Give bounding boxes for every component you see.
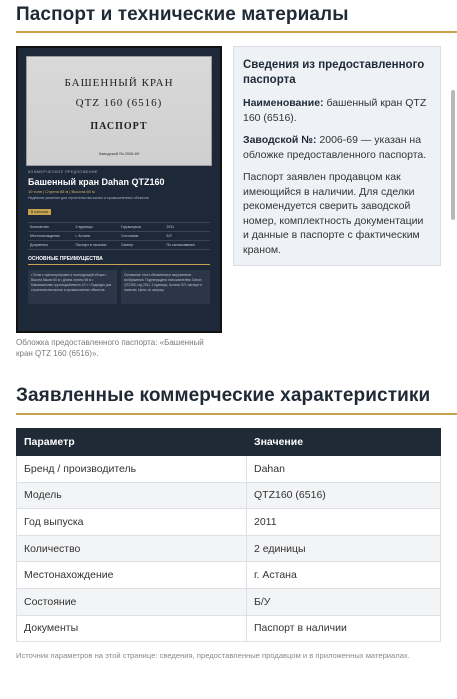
cover-offer <box>28 170 210 304</box>
cover-cell: 2011 <box>166 225 175 229</box>
cover-subtitle: 10 тонн | Стрела 65 м | Высота 60 м <box>28 189 95 194</box>
column-header-value: Значение <box>247 429 441 456</box>
info-serial-label: Заводской №: <box>243 134 317 146</box>
cover-row <box>28 241 210 250</box>
specs-table <box>16 428 441 642</box>
info-name <box>243 96 431 125</box>
cover-cell: Б/У <box>166 234 172 238</box>
section-divider <box>16 413 457 415</box>
table-header-row <box>17 429 441 456</box>
param-cell: Бренд / производитель <box>17 456 247 483</box>
cover-cell: Год выпуска <box>121 225 141 229</box>
info-name-value: башенный кран QTZ 160 (6516). <box>243 97 427 124</box>
cover-line-1: БАШЕННЫЙ КРАН <box>64 77 174 89</box>
passport-cover-figure <box>16 46 222 359</box>
passport-cover-image[interactable] <box>16 46 222 333</box>
cover-table <box>28 222 210 250</box>
param-cell: Местонахождение <box>17 562 247 589</box>
table-row <box>17 562 441 589</box>
column-header-parameter: Параметр <box>17 429 247 456</box>
info-serial-value: 2006-69 — указан на обложке предоставленного паспорта. <box>243 134 427 161</box>
cover-cell: 2 единицы <box>75 225 93 229</box>
value-cell: Б/У <box>247 588 441 615</box>
info-serial <box>243 133 431 162</box>
cover-row <box>28 232 210 241</box>
table-row <box>17 615 441 642</box>
figure-caption: Обложка предоставленного паспорта: «Башенный кран QTZ 160 (6516)». <box>16 338 204 358</box>
cover-advantages-title: ОСНОВНЫЕ ПРЕИМУЩЕСТВА <box>28 256 210 265</box>
section-divider <box>16 31 457 33</box>
cover-badge: В наличии <box>28 209 51 215</box>
cover-photo <box>26 56 212 166</box>
table-row <box>17 535 441 562</box>
cover-title: Башенный кран Dahan QTZ160 <box>28 177 165 187</box>
cover-basis-box: Основание: текст объявления и загруженные изображения. Подтверждено пользователем: Dahan QTZ160, год 2011, 2 единицы, Астана, Б/У, паспорт в наличии. Цена: по запросу. <box>121 270 210 304</box>
cover-cell: Состояние <box>121 234 139 238</box>
cover-advantage-box: • Готов к транспортировке и последующей сборке • Высота башни 60 м • Длина стрелы 65 м • Максимальная грузоподъёмность 10 т • Подходит для строительства жилых и промышленных объектов <box>28 270 117 304</box>
table-row <box>17 456 441 483</box>
section-title-passport: Паспорт и технические материалы <box>16 4 349 25</box>
cover-kicker: КОММЕРЧЕСКОЕ ПРЕДЛОЖЕНИЕ <box>28 170 98 174</box>
table-row <box>17 482 441 509</box>
param-cell: Документы <box>17 615 247 642</box>
page-scrollbar[interactable] <box>451 90 455 220</box>
value-cell: 2 единицы <box>247 535 441 562</box>
cover-line-3: ПАСПОРТ <box>90 121 148 132</box>
cover-cell: Паспорт в наличии <box>75 243 107 247</box>
cover-cell: Местонахождение <box>30 234 60 238</box>
passport-info-card <box>233 46 441 266</box>
info-name-label: Наименование: <box>243 97 324 109</box>
param-cell: Год выпуска <box>17 509 247 536</box>
value-cell: 2011 <box>247 509 441 536</box>
table-row <box>17 509 441 536</box>
cover-cell: г. Астана <box>75 234 90 238</box>
value-cell: Паспорт в наличии <box>247 615 441 642</box>
cover-line-4: Заводской № 2006-69 <box>98 151 140 156</box>
value-cell: Dahan <box>247 456 441 483</box>
info-note: Паспорт заявлен продавцом как имеющийся в наличии. Для сделки рекомендуется сверить заводской номер, комплектность документации и данные в паспорте с фактическим краном. <box>243 171 424 256</box>
cover-cell: Осмотр <box>121 243 134 247</box>
info-card-heading: Сведения из предоставленного паспорта <box>243 59 425 86</box>
cover-cell: По согласованию <box>166 243 195 247</box>
value-cell: г. Астана <box>247 562 441 589</box>
cover-line-2: QTZ 160 (6516) <box>75 97 163 109</box>
value-cell: QTZ160 (6516) <box>247 482 441 509</box>
cover-advantages <box>28 270 210 304</box>
param-cell: Модель <box>17 482 247 509</box>
param-cell: Состояние <box>17 588 247 615</box>
cover-cell: Документы <box>30 243 49 247</box>
section-title-specs: Заявленные коммерческие характеристики <box>16 385 431 406</box>
cover-desc: Надёжное решение для строительства жилых и промышленных объектов <box>28 196 149 200</box>
source-note: Источник параметров на этой странице: сведения, предоставленные продавцом и в приложенных материалах. <box>16 651 410 660</box>
param-cell: Количество <box>17 535 247 562</box>
cover-row <box>28 223 210 232</box>
cover-cell: Количество <box>30 225 49 229</box>
table-row <box>17 588 441 615</box>
